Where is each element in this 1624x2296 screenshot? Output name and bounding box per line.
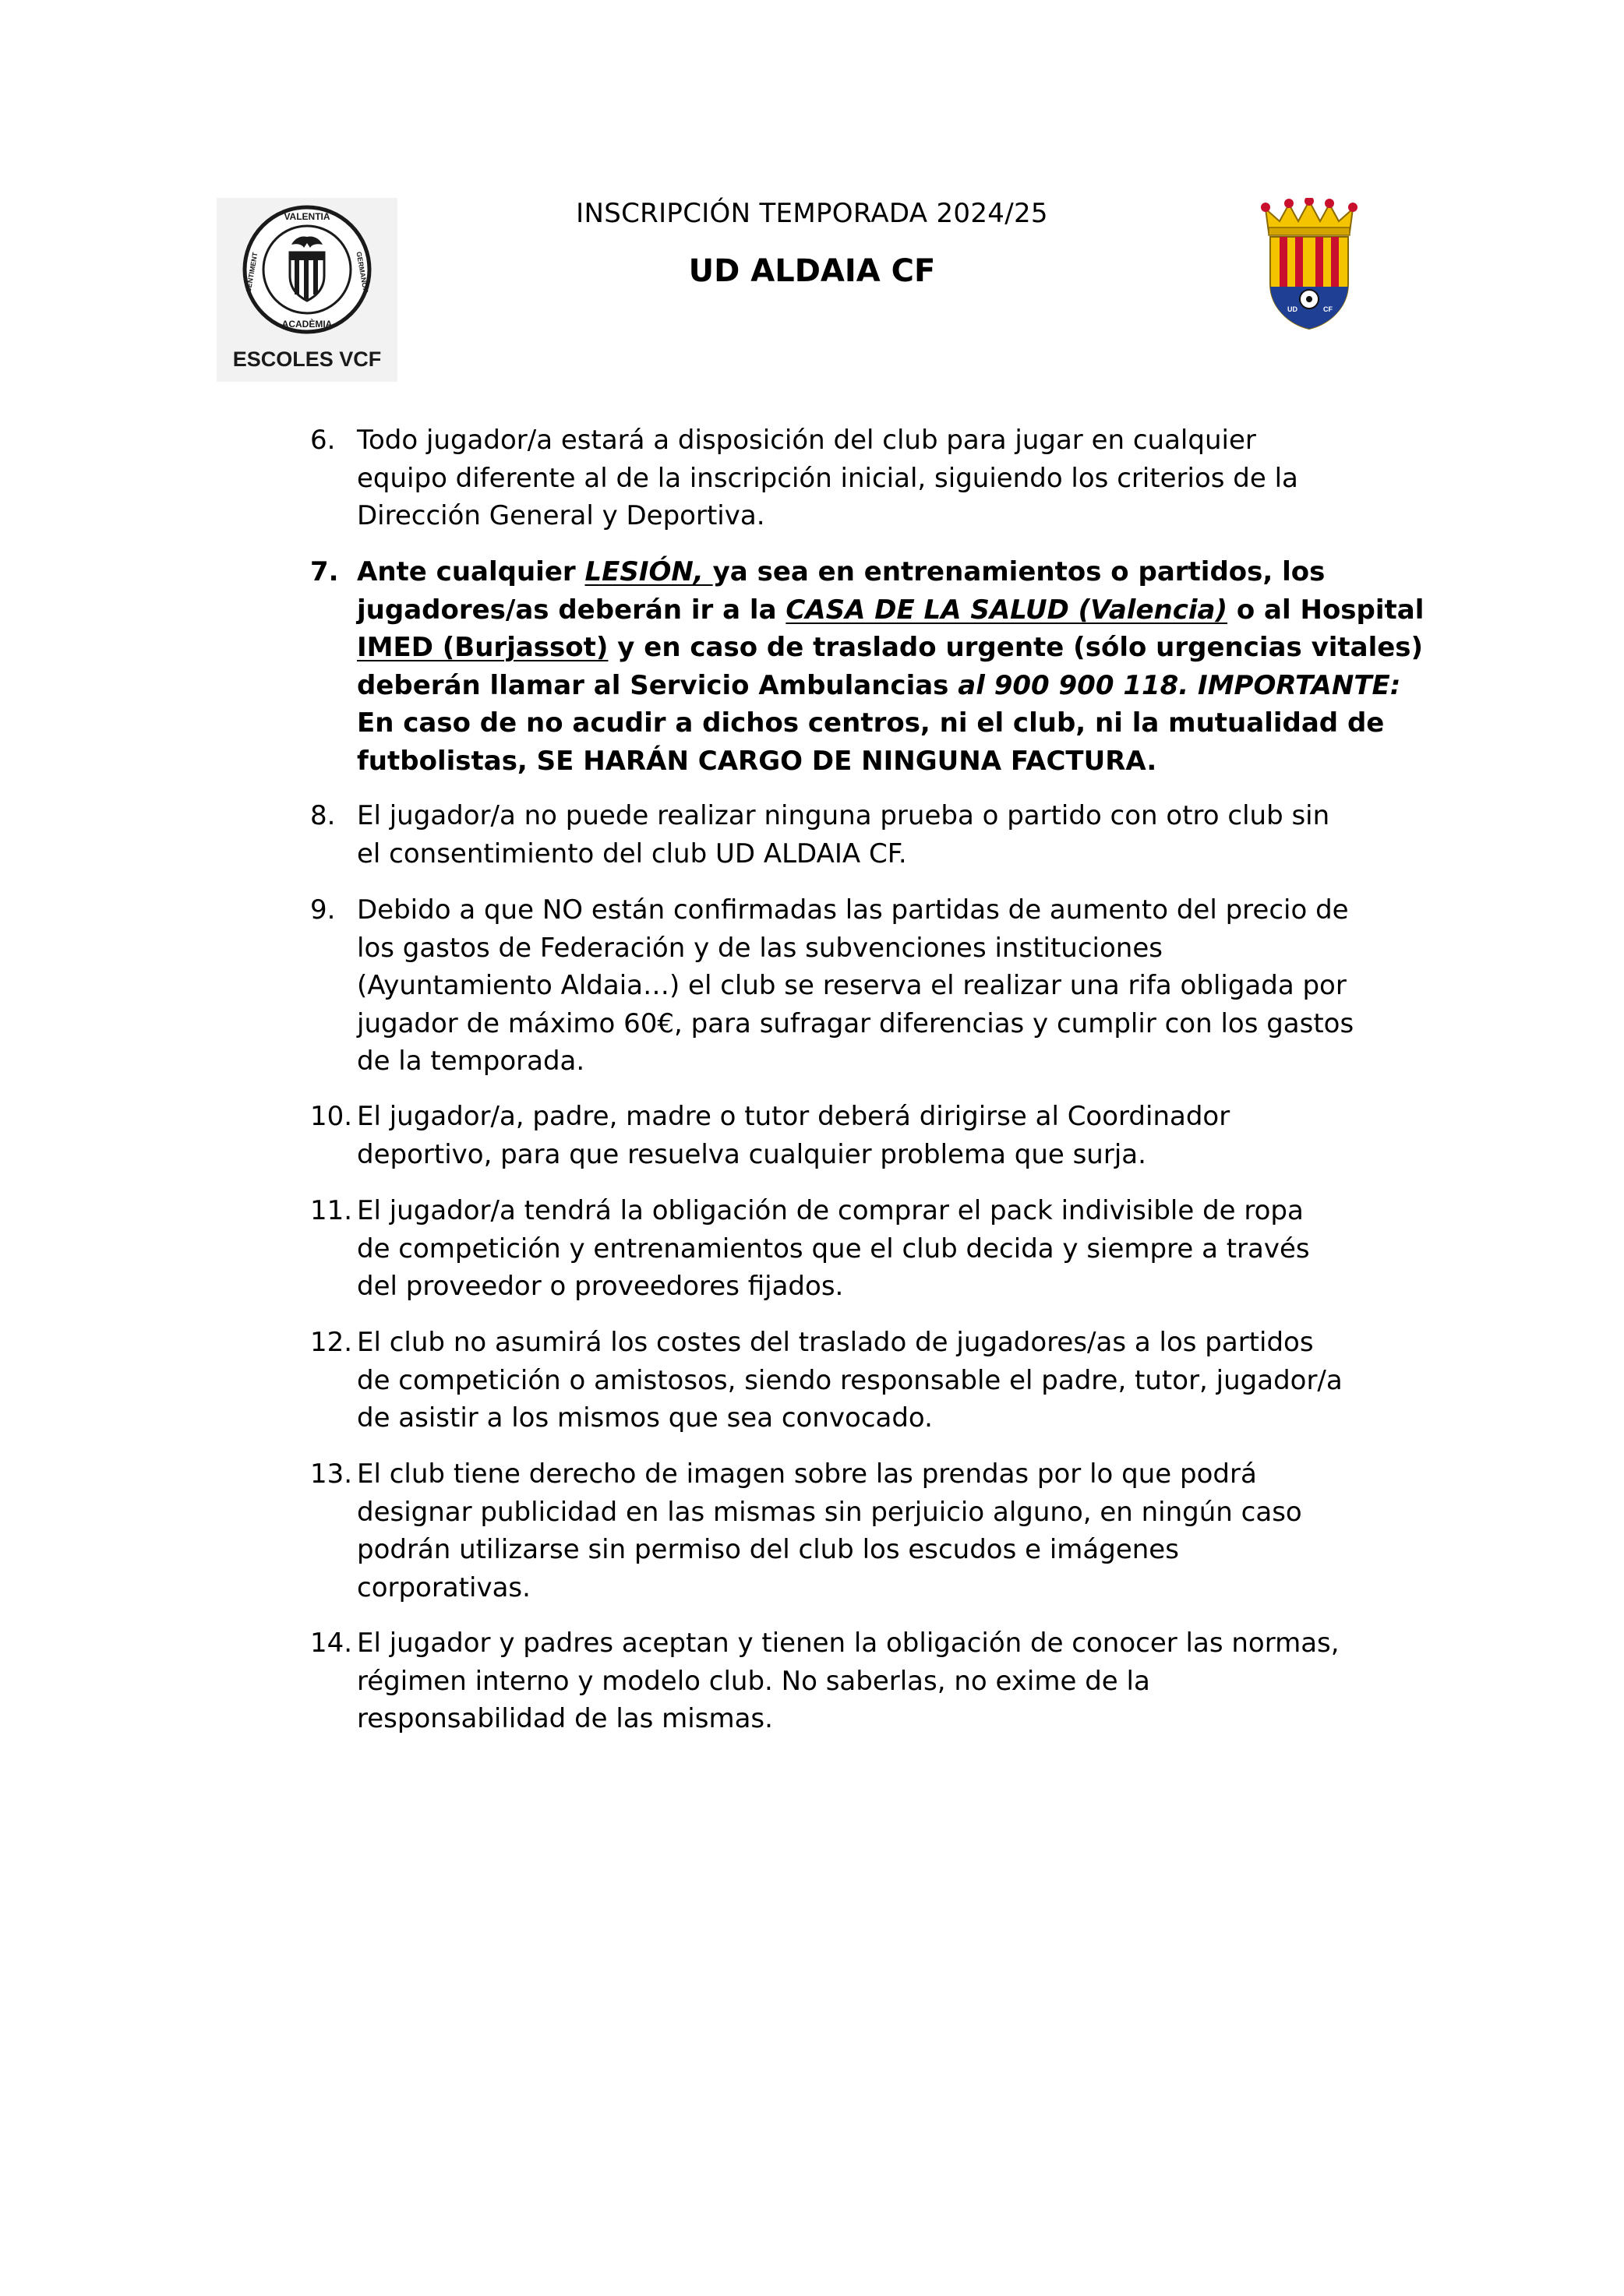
ambulance-phone-emphasis: al 900 900 118. IMPORTANTE: bbox=[958, 669, 1401, 701]
rule-line: del proveedor o proveedores fijados. bbox=[357, 1271, 844, 1302]
rule-line: de competición y entrenamientos que el club decida y siempre a través bbox=[357, 1233, 1310, 1264]
rule-line bbox=[357, 667, 1401, 705]
rule-number: 7. bbox=[310, 556, 339, 587]
rule-number: 12. bbox=[310, 1327, 353, 1358]
rule-text bbox=[357, 1624, 1362, 1738]
rule-text bbox=[357, 1324, 1362, 1437]
rule-line: jugador de máximo 60€, para sufragar diferencias y cumplir con los gastos bbox=[357, 1007, 1354, 1039]
rule-line: El club no asumirá los costes del traslado de jugadores/as a los partidos bbox=[357, 1327, 1314, 1358]
rule-line: En caso de no acudir a dichos centros, ni el club, ni la mutualidad de bbox=[357, 707, 1385, 739]
rule-line: El jugador/a, padre, madre o tutor deberá dirigirse al Coordinador bbox=[357, 1101, 1230, 1132]
escoles-vcf-caption: ESCOLES VCF bbox=[232, 347, 382, 371]
svg-text:ACADÈMIA: ACADÈMIA bbox=[281, 319, 333, 330]
rule-number: 10. bbox=[310, 1101, 353, 1132]
rule-text bbox=[357, 421, 1362, 535]
rule-line: Dirección General y Deportiva. bbox=[357, 500, 765, 531]
rule-line: El jugador/a no puede realizar ninguna prueba o partido con otro club sin bbox=[357, 800, 1330, 831]
rule-text bbox=[357, 553, 1425, 780]
rule-line: Debido a que NO están confirmadas las partidas de aumento del precio de bbox=[357, 894, 1349, 926]
rule-line: régimen interno y modelo club. No saberlas, no exime de la bbox=[357, 1665, 1150, 1697]
rule-text-run: ya sea en entrenamientos o partidos, los bbox=[712, 556, 1326, 587]
rule-text bbox=[357, 1098, 1362, 1173]
rule-line: (Ayuntamiento Aldaia…) el club se reserva el realizar una rifa obligada por bbox=[357, 970, 1347, 1001]
casa-de-la-salud-emphasis: CASA DE LA SALUD (Valencia) bbox=[786, 594, 1228, 626]
rule-line: El jugador y padres aceptan y tienen la obligación de conocer las normas, bbox=[357, 1628, 1340, 1659]
imed-burjassot-emphasis: IMED (Burjassot) bbox=[357, 632, 609, 663]
inscription-title: INSCRIPCIÓN TEMPORADA 2024/25 bbox=[576, 198, 1048, 229]
club-name-title: UD ALDAIA CF bbox=[688, 253, 936, 289]
svg-text:GERMANOR: GERMANOR bbox=[355, 251, 370, 294]
rule-line: corporativas. bbox=[357, 1571, 531, 1603]
rule-line: El jugador/a tendrá la obligación de comprar el pack indivisible de ropa bbox=[357, 1195, 1304, 1226]
rule-number: 11. bbox=[310, 1195, 353, 1226]
rule-line: de competición o amistosos, siendo responsable el padre, tutor, jugador/a bbox=[357, 1364, 1343, 1396]
rule-text-run: jugadores/as deberán ir a la bbox=[357, 594, 786, 626]
svg-text:SENTIMENT: SENTIMENT bbox=[244, 251, 259, 293]
rule-text-run: o al Hospital bbox=[1227, 594, 1425, 626]
rule-line: Todo jugador/a estará a disposición del club para jugar en cualquier bbox=[357, 425, 1256, 456]
rule-line: equipo diferente al de la inscripción inicial, siguiendo los criterios de la bbox=[357, 462, 1298, 494]
rule-number: 8. bbox=[310, 800, 336, 831]
svg-text:UD: UD bbox=[1287, 305, 1297, 313]
rule-line: designar publicidad en las mismas sin perjuicio alguno, en ningún caso bbox=[357, 1496, 1302, 1528]
rule-line: el consentimiento del club UD ALDAIA CF. bbox=[357, 838, 907, 869]
svg-text:VALENTIA: VALENTIA bbox=[284, 211, 330, 222]
rule-text-run: Ante cualquier bbox=[357, 556, 585, 587]
svg-text:CF: CF bbox=[1323, 305, 1333, 313]
rule-line: los gastos de Federación y de las subvenciones instituciones bbox=[357, 932, 1163, 964]
rule-line bbox=[357, 553, 1362, 591]
rule-text-run: y en caso de traslado urgente (sólo urgencias vitales) bbox=[608, 632, 1424, 663]
ud-aldaia-crest-icon bbox=[1258, 198, 1361, 330]
rule-number: 6. bbox=[310, 425, 336, 456]
rule-text bbox=[357, 797, 1362, 873]
rule-text bbox=[357, 1455, 1362, 1606]
rule-line: responsabilidad de las mismas. bbox=[357, 1703, 773, 1734]
rule-text bbox=[357, 1192, 1362, 1306]
rule-line: de asistir a los mismos que sea convocado. bbox=[357, 1402, 933, 1434]
rule-number: 14. bbox=[310, 1628, 353, 1659]
rule-number: 13. bbox=[310, 1458, 353, 1490]
rule-line bbox=[357, 591, 1425, 630]
rule-line: de la temporada. bbox=[357, 1046, 585, 1077]
rule-text bbox=[357, 891, 1362, 1081]
rule-number: 9. bbox=[310, 894, 336, 926]
rule-line: podrán utilizarse sin permiso del club los escudos e imágenes bbox=[357, 1534, 1179, 1565]
rule-line: deportivo, para que resuelva cualquier problema que surja. bbox=[357, 1138, 1146, 1170]
lesion-emphasis: LESIÓN, bbox=[584, 556, 713, 587]
rule-text-run: deberán llamar al Servicio Ambulancias bbox=[357, 669, 959, 701]
ud-aldaia-crest bbox=[1258, 198, 1361, 330]
rule-line bbox=[357, 629, 1424, 667]
rule-line: futbolistas, SE HARÁN CARGO DE NINGUNA FACTURA. bbox=[357, 745, 1157, 777]
rule-line: El club tiene derecho de imagen sobre las prendas por lo que podrá bbox=[357, 1458, 1257, 1490]
